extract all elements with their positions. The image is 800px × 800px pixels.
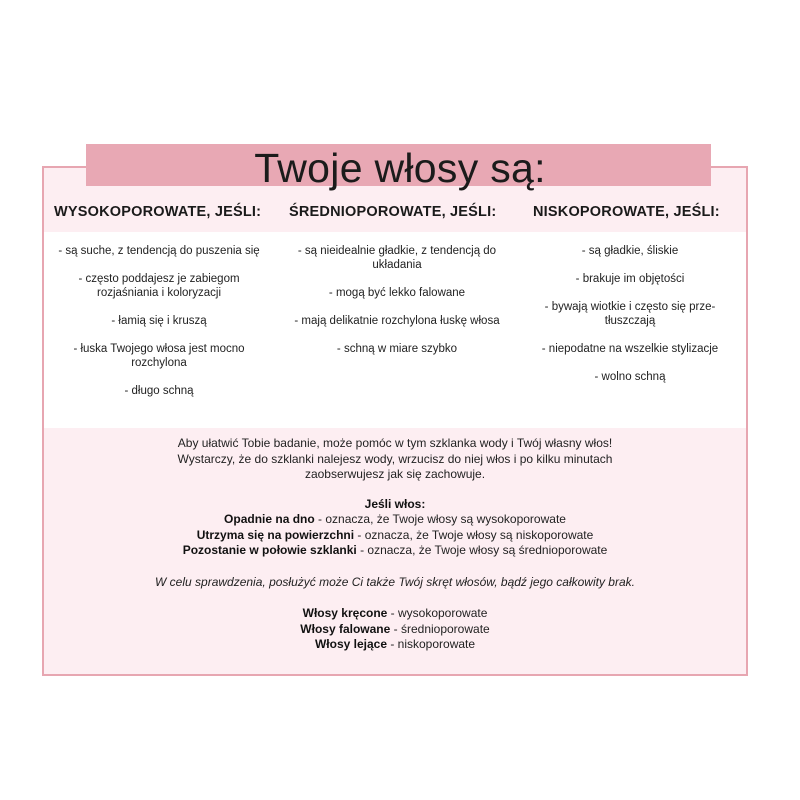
column-headers: [44, 204, 746, 228]
list-item: - brakuje im objętości: [575, 273, 685, 285]
list-item: - są suche, z tendencją do puszenia się: [58, 245, 260, 257]
result-line: Opadnie na dno - oznacza, że Twoje włosy są wysokoporowate: [224, 512, 566, 526]
list-item: - łamią się i kruszą: [111, 315, 207, 327]
list-item: - wolno schną: [594, 371, 666, 383]
test-instructions: [44, 436, 746, 653]
list-item: - bywają wiotkie i często się prze-tłuszczają: [544, 301, 716, 327]
result-line: Utrzyma się na powierzchni - oznacza, że Twoje włosy są niskoporowate: [196, 527, 594, 542]
list-item: - niepodatne na wszelkie stylizacje: [541, 343, 719, 355]
list-item: - są gładkie, śliskie: [581, 245, 679, 257]
header-low-porosity: NISKOPOROWATE, JEŚLI:: [533, 204, 720, 220]
column-medium-porosity: [288, 244, 506, 370]
list-item: - często poddajesz je zabiegom rozjaśniania i koloryzacji: [78, 273, 240, 299]
intro-line-1: Aby ułatwić Tobie badanie, może pomóc w tym szklanka wody i Twój własny włos!: [177, 436, 613, 450]
list-item: - mają delikatnie rozchylona łuskę włosa: [294, 315, 500, 327]
list-item: - są nieidealnie gładkie, z tendencją do układania: [297, 245, 497, 271]
if-label: Jeśli włos:: [364, 496, 426, 511]
column-high-porosity: [56, 244, 262, 412]
italic-note: W celu sprawdzenia, posłużyć może Ci także Twój skręt włosów, bądź jego całkowity brak.: [155, 574, 635, 589]
header-medium-porosity: ŚREDNIOPOROWATE, JEŚLI:: [289, 204, 497, 220]
page-title: Twoje włosy są:: [254, 145, 546, 191]
list-item: - mogą być lekko falowane: [328, 287, 466, 299]
list-item: - schną w miare szybko: [336, 343, 458, 355]
column-low-porosity: [536, 244, 724, 398]
result-line: Pozostanie w połowie szklanki - oznacza, że Twoje włosy są średnioporowate: [182, 543, 608, 557]
curl-line: Włosy kręcone - wysokoporowate: [302, 606, 488, 620]
list-item: - długo schną: [124, 385, 194, 397]
curl-line: Włosy falowane - średnioporowate: [300, 621, 490, 636]
intro-line-2: Wystarczy, że do szklanki nalejesz wody, wrzucisz do niej włos i po kilku minutach zaobserwujesz jak się zachowuje.: [177, 451, 613, 481]
list-item: - łuska Twojego włosa jest mocno rozchylona: [73, 343, 245, 369]
curl-line: Włosy lejące - niskoporowate: [314, 637, 476, 651]
header-high-porosity: WYSOKOPOROWATE, JEŚLI:: [54, 204, 262, 220]
